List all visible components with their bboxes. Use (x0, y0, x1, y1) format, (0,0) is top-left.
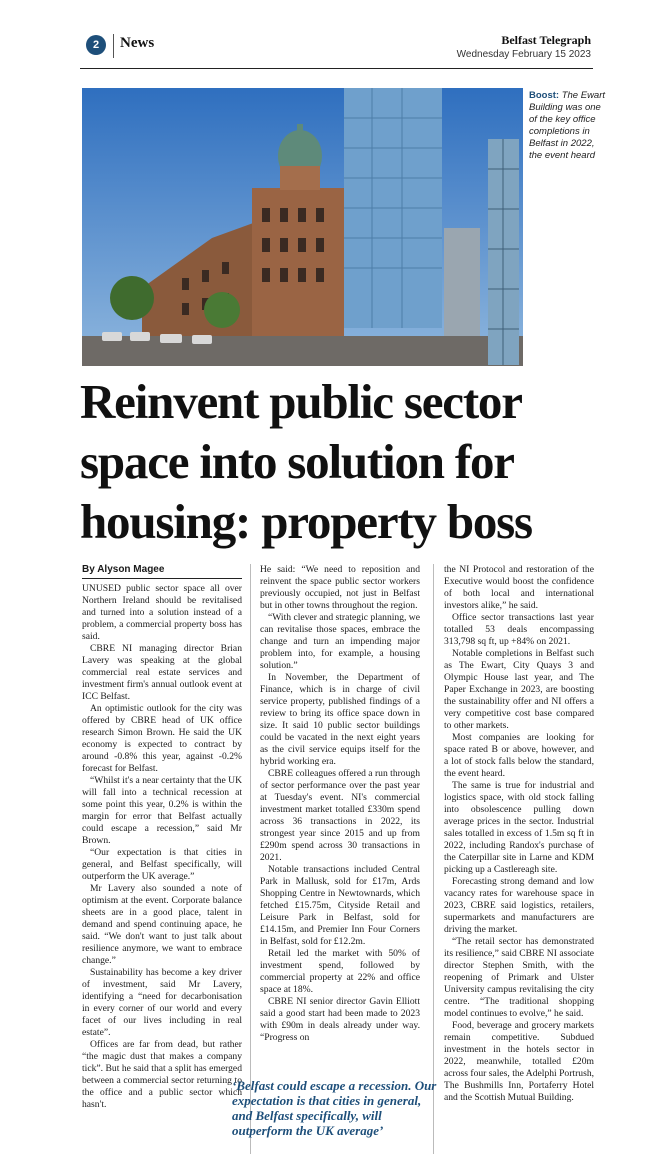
paragraph: An optimistic outlook for the city was offered by CBRE head of UK office research Simon Brown. He said the UK economy is expected to contract by around -0.8% this year, against -0.2% forecast for Belfast. (82, 703, 242, 774)
newspaper-name: Belfast Telegraph (501, 33, 591, 47)
paragraph: CBRE colleagues offered a run through of sector performance over the past year at Tuesday's event. NI's commercial investment market totalled £330m spend across 36 transactions in 2022, its strongest year since 2015 and up from £290m spend across 30 transactions in 2021. (260, 768, 420, 863)
paragraph: Food, beverage and grocery markets remain competitive. Subdued investment in the hotels sector in 2022, meanwhile, totalled £20m across four sales, the Adelphi Portrush, The Bushmills Inn, Portaferry Hotel and the Scottish Mutual Building. (444, 1020, 595, 1103)
paragraph: “With clever and strategic planning, we can revitalise those spaces, embrace the change and turn an impending major problem into, for example, a housing solution.” (260, 612, 420, 671)
paragraph: “Whilst it's a near certainty that the UK will fall into a technical recession at some point this year, 0.2% is within the margin for error that Belfast actually could escape a recession,” said Mr Brown. (82, 775, 242, 846)
pull-quote: ‘Belfast could escape a recession. Our expectation is that cities in general, and Belfast specifically, will outperform the UK average’ (232, 1078, 437, 1138)
article-column-1 (82, 564, 242, 1111)
paragraph: UNUSED public sector space all over Northern Ireland should be revitalised and turned into a solution instead of a problem, a commercial property boss has said. (82, 583, 242, 642)
paragraph: “Our expectation is that cities in general, and Belfast specifically, will outperform the UK average.” (82, 847, 242, 882)
page-header (80, 30, 593, 69)
paragraph: In November, the Department of Finance, which is in charge of civil service property, published findings of a review to bring its office space down in size. It said 10 public sector buildings could be vacated in the next eight years as the civil service equips itself for the hybrid working era. (260, 672, 420, 767)
paragraph: CBRE NI senior director Gavin Elliott said a good start had been made to 2023 with £90m in deals already under way. “Progress on (260, 996, 420, 1043)
issue-date: Wednesday February 15 2023 (456, 49, 591, 60)
adjacent-building-photo (488, 139, 519, 365)
article-headline: Reinvent public sector space into solution for housing: property boss (80, 374, 532, 549)
paragraph: Mr Lavery also sounded a note of optimism at the event. Corporate balance sheets are in a good place, talent in demand and spend continuing apace, he said. “We don't want to just talk about resilience anymore, we want to embrace change.” (82, 883, 242, 966)
article-column-3 (444, 564, 594, 1104)
paragraph: Offices are far from dead, but rather “the magic dust that makes a company tick”. But he said that a split has emerged between a commercial sector returning to the office and a public sector which hasn't. (82, 1039, 242, 1110)
paragraph: Retail led the market with 50% of investment spend, followed by commercial property at 22% and office space at 18%. (260, 948, 420, 995)
paragraph: Notable completions in Belfast such as The Ewart, City Quays 3 and Olympic House last year, and The Paper Exchange in 2023, are boosting the sustainability offer and NI offers a very competitive cost base compared to other markets. (444, 648, 594, 731)
caption-lead: Boost: (529, 90, 560, 101)
column-divider (250, 564, 251, 1154)
caption-text: The Ewart Building was one of the key office completions in Belfast in 2022, the event heard (529, 90, 606, 161)
paragraph: Forecasting strong demand and low vacancy rates for warehouse space in 2023, CBRE said logistics, retailers, supermarkets and manufacturers are driving the market. (444, 876, 594, 935)
article-photo (82, 88, 523, 366)
paragraph: He said: “We need to reposition and reinvent the space public sector workers previously occupied, not just in Belfast but in other towns throughout the region. (260, 564, 420, 611)
paragraph: Most companies are looking for space rated B or above, however, and a lot of stock falls below the standard, the event heard. (444, 732, 594, 779)
page-number-badge: 2 (86, 35, 106, 55)
column-divider (433, 564, 434, 1154)
paragraph: Notable transactions included Central Park in Mallusk, sold for £17m, Ards Shopping Centre in Newtownards, which fetched £15.75m, Cityside Retail and Leisure Park in Belfast, sold for £14.15m, and Premier Inn Four Corners in Belfast, sold for £12.2m. (260, 864, 420, 947)
paragraph: CBRE NI managing director Brian Lavery was speaking at the global commercial real estate services and investment firm's annual outlook event at ICC Belfast. (82, 643, 242, 702)
paragraph: the NI Protocol and restoration of the Executive would boost the confidence of both local and international investors alike,” he said. (444, 564, 594, 611)
byline: By Alyson Magee (82, 564, 242, 579)
paragraph: “The retail sector has demonstrated its resilience,” said CBRE NI associate director Stephen Smith, with the reopening of Primark and Ulster University campus revitalising the city centre. “The traditional shopping model continues to evolve,” he said. (444, 936, 594, 1019)
section-title: News (120, 35, 155, 51)
paragraph: Office sector transactions last year totalled 53 deals encompassing 313,798 sq ft, up +84% on 2021. (444, 612, 594, 647)
header-divider (113, 34, 114, 58)
photo-caption (529, 90, 605, 162)
paragraph: Sustainability has become a key driver of investment, said Mr Lavery, identifying a “need for decarbonisation in every corner of our world and every facet of our lives including in real estate”. (82, 967, 242, 1038)
article-column-2 (260, 564, 420, 1044)
paragraph: The same is true for industrial and logistics space, with old stock falling into obsolescence pulling down average prices in the sector. Industrial sales totalled in excess of 1.5m sq ft in 2022, including Randox's purchase of the Caterpillar site in Larne and KDM picking up a Castlereagh site. (444, 780, 594, 875)
